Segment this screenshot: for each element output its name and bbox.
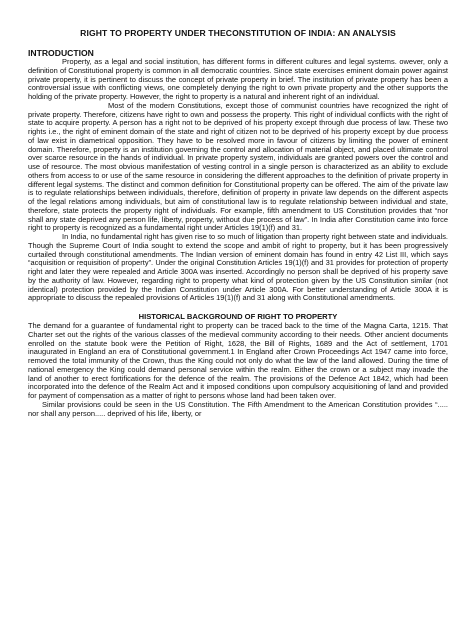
paragraph-1: Property, as a legal and social institution, has different forms in different cultures and legal systems. owever, only a definition of Constitutional property is common in all democratic countries. Since state exercises eminent domain power against private property, it is pertinent to discuss the concept of private property in brief. The institution of private property has been a controversial issue with conflicting views, one completely denying the right to own private property and the other supports the holding of the private property. However, the right to property is a natural and inherent right of an individual. <box>28 57 448 101</box>
paragraph-2: Most of the modern Constitutions, except those of communist countries have recognized the right of private property. Therefore, citizens have right to own and possess the property. This right of individual conflicts with the right of state to acquire property. A person has a right not to be deprived of his property except through due process of law. These two rights i.e., the right of eminent domain of the state and right of citizen not to be deprived of his property except by due process of law exist in diametrical opposition. They have to be resolved more in favour of citizens by limiting the power of eminent domain. Therefore, property is an institution governing the control and allocation of material object, and placed ultimate control over scarce resource in the hands of individual. In private property system, individuals are granted powers over the control and use of resource. The most obvious manifestation of vesting control in a single person is characterized as an ability to exclude others from access to or use of the same resource in considering the different approaches to the definition of private property in different legal systems. The distinct and common definition for Constitutional property can be offered. The aim of the private law is to regulate relationships between individuals, therefore, definition of property in private law depends on the different aspects of the legal relations among individuals, but aim of constitutional law is to regulate relationship between individual and state, therefore, state protects the property right of individuals. For example, fifth amendment to US Constitution provides that “nor shall any state deprived any person life, liberty, property, without due process of law”. In India after Constitution came into force right to property is recognized as a fundamental right under Articles 19(1)(f) and 31. <box>28 100 448 233</box>
section-heading-historical-background: HISTORICAL BACKGROUND OF RIGHT TO PROPERTY <box>138 312 338 321</box>
paragraph-4: The demand for a guarantee of fundamental right to property can be traced back to the time of the Magna Carta, 1215. That Charter set out the rights of the various classes of the medieval community according to their needs. Other ancient documents enrolled on the statute book were the Petition of Right, 1628, the Bill of Rights, 1689 and the Act of settlement, 1701 inaugurated in England an era of Constitutional government.1 In England after Crown Proceedings Act 1947 came into force, removed the total immunity of the Crown, thus the King could not only do what the law of the land allowed. During the time of national emergency the King could demand personal service within the realm. Either the crown or a subject may invade the land of another to erect fortifications for the defence of the realm. The provisions of the Defence Act 1842, which had been incorporated into the defence of the Realm Act and it imposed conditions upon compulsory acquisitioning of land and provided for payment of compensation as a matter of right to persons whose land had been taken over. <box>28 321 448 400</box>
section-heading-introduction: INTRODUCTION <box>28 48 94 58</box>
document-title: RIGHT TO PROPERTY UNDER THECONSTITUTION OF INDIA: AN ANALYSIS <box>80 28 396 38</box>
paragraph-5: Similar provisions could be seen in the US Constitution. The Fifth Amendment to the American Constitution provides “..... nor shall any person..... deprived of his life, liberty, or <box>28 399 448 418</box>
paragraph-3: In India, no fundamental right has given rise to so much of litigation than property right between state and individuals. Though the Supreme Court of India sought to extend the scope and ambit of right to property, but it has been progressively curtailed through constitutional amendments. The Indian version of eminent domain has found in entry 42 List III, which says “acquisition or requisition of property”. Under the original Constitution Articles 19(1)(f) and 31 provides for protection of property right and later they were repealed and Article 300A was inserted. Accordingly no person shall be deprived of his property save by the authority of law. However, regarding right to property what kind of protection given by the US Constitution similar (not identical) protection provided by the Indian Constitution under Article 300A. For better understanding of Article 300A it is appropriate to discuss the repealed provisions of Articles 19(1)(f) and 31 along with Constitutional amendments. <box>28 232 448 303</box>
